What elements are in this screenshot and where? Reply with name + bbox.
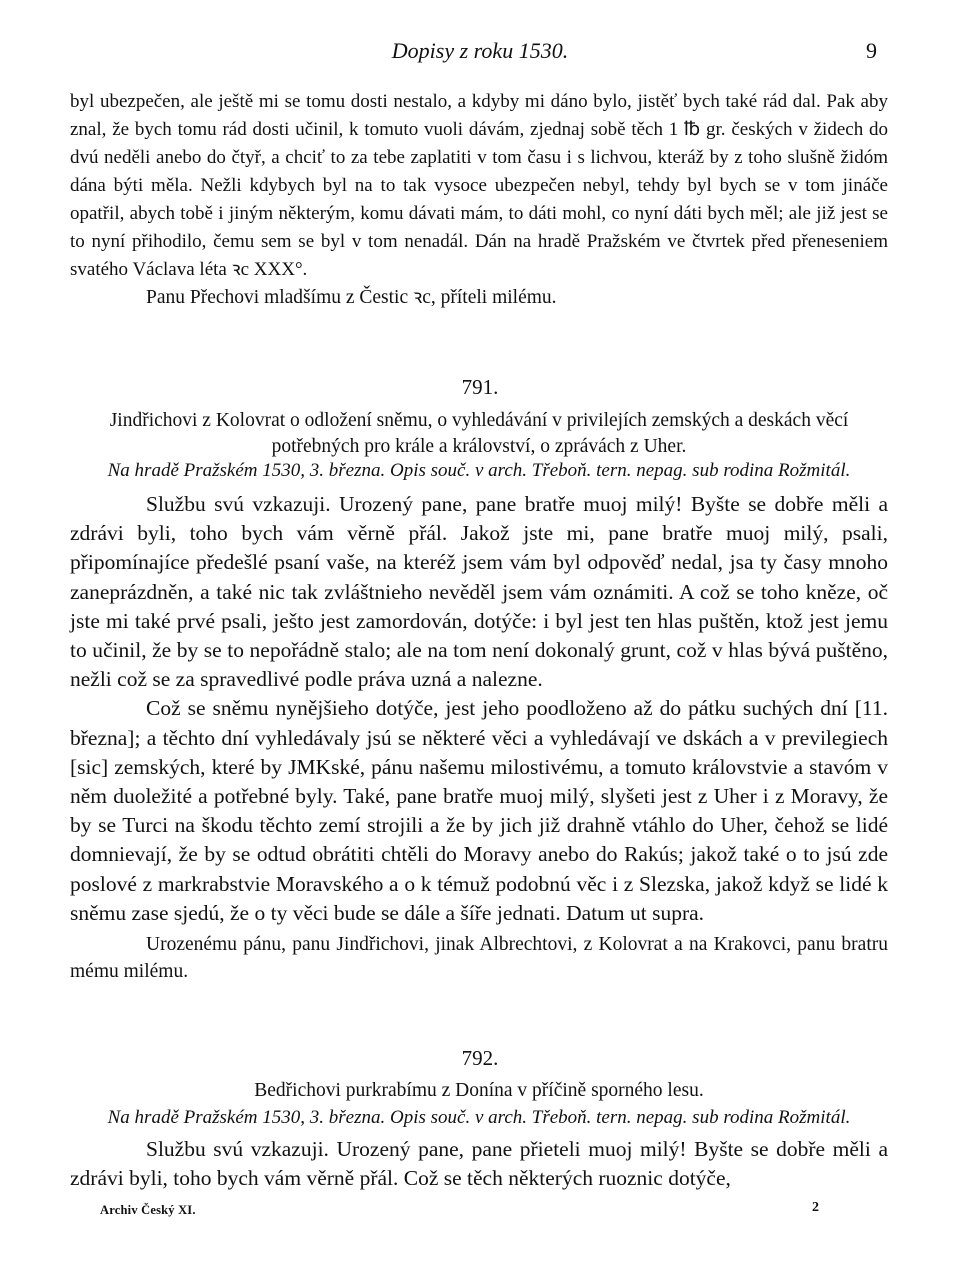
footer-signature: 2 [812,1200,819,1215]
footer-volume: Archiv Český XI. [100,1203,196,1217]
letter-791-summary: Jindřichovi z Kolovrat o odložení sněmu, o vyhledávání v privilejích zemských a deskách věcí potřebných pro krále a království, o zprávách z Uher. [109,410,849,457]
continuation-address: Panu Přechovi mladšímu z Čestic ꝛc, příteli milému. [146,287,557,308]
letter-792-summary: Bedřichovi purkrabímu z Donína v příčině sporného lesu. [254,1080,704,1101]
letter-792-paragraph-1: Službu svú vzkazuji. Urozený pane, pane přieteli muoj milý! Byšte se dobře měli a zdrávi byli, toho bych vám věrně přál. Což se těch některých ruoznic dotýče, [70,1137,888,1191]
letter-791-paragraph-2: Což se sněmu nynějšieho dotýče, jest jeho poodloženo až do pátku suchých dní [11. března]; a těchto dní vyhledávaly jsú se některé věci a vyhledávají ve dskách a v previlegiech [sic] zemských, které by JMKské, pánu našemu milostivému, a tomuto královstvie a stavóm v něm duoležité a potřebné byly. Také, pane bratře muoj milý, slyšeti jest z Uher i z Moravy, že by se Turci na škodu těchto zemí strojili a že by jich již drahně vtáhlo do Uher, čehož se lidé domnievají, že by se odtud obrátiti chtěli do Moravy anebo do Rakús; jakož také o to jsú zde poslové z markrabstvie Moravského a o k témuž podobnú věc i z Slezska, jakož když se lidé k sněmu zase sjedú, že o ty věci bude se dále a šíře jednati. Datum ut supra. [70,696,888,925]
letter-791-body [70,490,888,985]
letter-791-paragraph-1: Službu svú vzkazuji. Urozený pane, pane bratře muoj milý! Byšte se dobře měli a zdrávi byli, toho bych vám věrně přál. Jakož jste mi, pane bratře muoj milý, psali, připomínajíce předešlé psaní vaše, na kteréž jsem vám byl odpověď nedal, jsa ty časy mnoho zaneprázdněn, a také nic tak zvláštnieho nevěděl jsem vám oznámiti. A což se toho kněze, oč jste mi také prvé psali, ješto jest zamordován, dotýče: i byl jest ten hlas puštěn, ktož jest jemu to učinil, že by se to nepořádně stalo; ale na tom není dokonalý grunt, což v hlas bývá puštěno, nežli což se za spravedlivé podle práva uzná a nalezne. [70,492,888,692]
continuation-text: byl ubezpečen, ale ještě mi se tomu dosti nestalo, a kdyby mi dáno bylo, jistěť bych také rád dal. Pak aby znal, že bych tomu rád dosti učinil, k tomuto vuoli dávám, zjednaj sobě těch 1 ℔ gr. českých v židech do dvú neděli anebo do čtyř, a chciť to za tebe zaplatiti v tom času i s lichvou, kteráž by z toho slušně židóm dána býti měla. Nežli kdybych byl na to tak vysoce ubezpečen nebyl, tehdy byl bych se v tom jináče opatřil, abych tobě i jiným některým, komu dávati mám, to dáti mohl, co nyní dáti bych měl; ale již jest se to nyní přihodilo, čemu sem se byl v tom nenadál. Dán na hradě Pražském ve čtvrtek před přeneseniem svatého Václava léta ꝛc XXX°. [70,91,888,280]
running-header-title: Dopisy z roku 1530. [391,38,569,63]
letter-792-source: Na hradě Pražském 1530, 3. března. Opis souč. v arch. Třeboň. tern. nepag. sub rodina Rožmitál. [107,1107,851,1128]
letter-792-number: 792. [461,1046,499,1070]
letter-791-source: Na hradě Pražském 1530, 3. března. Opis souč. v arch. Třeboň. tern. nepag. sub rodina Rožmitál. [107,460,851,481]
continuation-block [70,88,888,311]
letter-792-body [70,1135,888,1193]
page-number: 9 [866,38,877,63]
letter-791-number: 791. [461,375,499,399]
letter-791-address: Urozenému pánu, panu Jindřichovi, jinak Albrechtovi, z Kolovrat a na Krakovci, panu bratru mému milému. [70,934,888,983]
